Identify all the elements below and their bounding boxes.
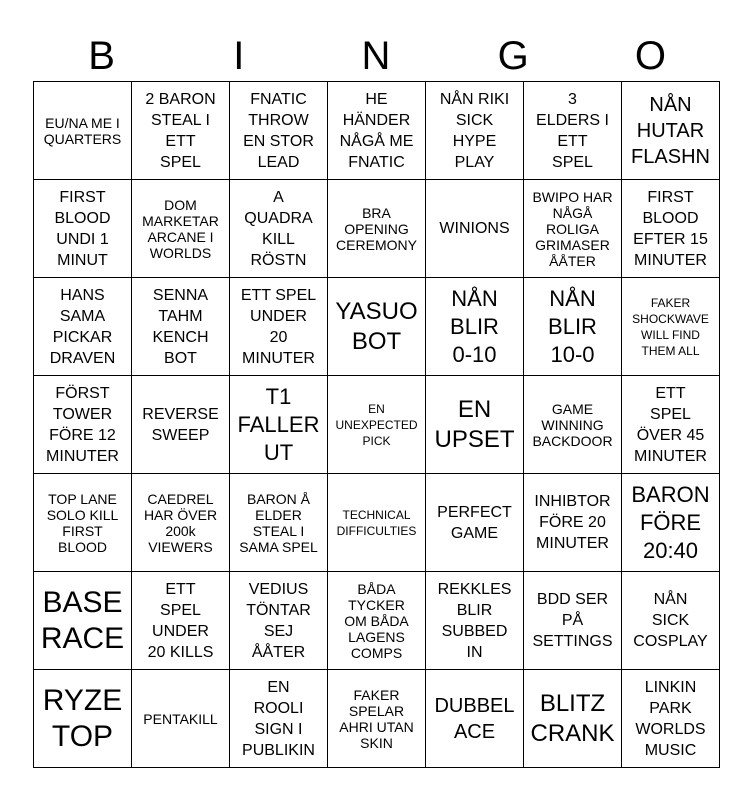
title-letter-o: O <box>634 34 666 78</box>
bingo-cell[interactable] <box>524 376 622 474</box>
bingo-cell-text: ETT SPEL ÖVER 45 MINUTER <box>634 384 707 465</box>
title-letter-i: I <box>233 34 245 78</box>
bingo-cell-text: BDD SER PÅ SETTINGS <box>532 591 613 650</box>
bingo-cell[interactable] <box>132 180 230 278</box>
bingo-cell-text: ETT SPEL UNDER 20 MINUTER <box>240 286 317 367</box>
bingo-cell[interactable] <box>132 278 230 376</box>
bingo-cell-text: REKKLES BLIR SUBBED IN <box>437 580 512 661</box>
bingo-cell-text: GAME WINNING BACKDOOR <box>532 400 613 449</box>
bingo-cell[interactable] <box>622 278 720 376</box>
bingo-cell[interactable] <box>426 376 524 474</box>
bingo-cell[interactable] <box>230 82 328 180</box>
bingo-cell-text: BARON FÖRE 20:40 <box>631 481 710 563</box>
bingo-cell-text: VEDIUS TÖNTAR SEJ ÅÅTER <box>246 580 311 661</box>
bingo-cell[interactable] <box>34 82 132 180</box>
bingo-cell[interactable] <box>34 474 132 572</box>
bingo-cell-text: CAEDREL HAR ÖVER 200k VIEWERS <box>143 490 218 555</box>
bingo-cell-text: EN ROOLI SIGN I PUBLIKIN <box>242 678 315 759</box>
bingo-cell[interactable] <box>426 82 524 180</box>
title-letter-b: B <box>88 34 115 78</box>
bingo-cell[interactable] <box>230 572 328 670</box>
bingo-cell[interactable] <box>426 474 524 572</box>
bingo-cell-text: PERFECT GAME <box>437 503 512 542</box>
bingo-cell-text: T1 FALLER UT <box>237 383 320 465</box>
bingo-cell[interactable] <box>328 474 426 572</box>
bingo-cell-text: FIRST BLOOD UNDI 1 MINUT <box>54 188 111 269</box>
bingo-cell[interactable] <box>328 376 426 474</box>
bingo-cell[interactable] <box>328 278 426 376</box>
bingo-cell-text: DOM MARKETAR ARCANE I WORLDS <box>142 196 219 261</box>
bingo-cell-text: BLITZ CRANK <box>530 689 615 747</box>
bingo-cell-text: YASUO BOT <box>335 297 418 355</box>
bingo-cell[interactable] <box>34 278 132 376</box>
bingo-title <box>33 30 719 82</box>
bingo-cell-text: EN UNEXPECTED PICK <box>335 401 418 448</box>
bingo-cell[interactable] <box>34 180 132 278</box>
bingo-cell-text: WINIONS <box>439 220 510 237</box>
title-letter-g: G <box>497 34 529 78</box>
bingo-cell[interactable] <box>132 670 230 768</box>
bingo-cell-text: DUBBEL ACE <box>434 694 515 743</box>
bingo-cell-text: RYZE TOP <box>42 683 123 753</box>
bingo-cell[interactable] <box>132 572 230 670</box>
bingo-cell[interactable] <box>230 278 328 376</box>
bingo-cell[interactable] <box>622 376 720 474</box>
bingo-cell[interactable] <box>328 670 426 768</box>
bingo-cell[interactable] <box>132 376 230 474</box>
bingo-cell[interactable] <box>622 474 720 572</box>
bingo-cell-text: BASE RACE <box>40 585 125 655</box>
bingo-cell-text: TOP LANE SOLO KILL FIRST BLOOD <box>46 490 119 555</box>
bingo-cell[interactable] <box>426 572 524 670</box>
bingo-cell[interactable] <box>132 474 230 572</box>
bingo-cell[interactable] <box>524 180 622 278</box>
bingo-cell-text: BWIPO HAR NÅGÅ ROLIGA GRIMASER ÅÅTER <box>532 188 613 269</box>
bingo-cell-text: HANS SAMA PICKAR DRAVEN <box>49 286 116 367</box>
bingo-cell-text: PENTAKILL <box>143 710 218 727</box>
bingo-cell[interactable] <box>524 278 622 376</box>
title-letter-n: N <box>361 34 391 78</box>
bingo-cell[interactable] <box>426 180 524 278</box>
bingo-cell-text: NÅN RIKI SICK HYPE PLAY <box>439 90 510 171</box>
bingo-cell[interactable] <box>230 474 328 572</box>
bingo-cell[interactable] <box>622 82 720 180</box>
bingo-cell-text: SENNA TAHM KENCH BOT <box>152 286 209 367</box>
bingo-cell-text: FIRST BLOOD EFTER 15 MINUTER <box>633 188 708 269</box>
bingo-cell-text: 3 ELDERS I ETT SPEL <box>536 90 609 171</box>
bingo-cell[interactable] <box>622 180 720 278</box>
bingo-cell-text: ETT SPEL UNDER 20 KILLS <box>147 580 214 661</box>
bingo-cell[interactable] <box>34 670 132 768</box>
bingo-cell[interactable] <box>230 376 328 474</box>
bingo-cell-text: BÅDA TYCKER OM BÅDA LAGENS COMPS <box>344 580 409 661</box>
bingo-cell[interactable] <box>524 82 622 180</box>
bingo-cell-text: INHIBTOR FÖRE 20 MINUTER <box>534 493 611 552</box>
bingo-cell[interactable] <box>524 572 622 670</box>
bingo-cell-text: A QUADRA KILL RÖSTN <box>244 188 313 269</box>
bingo-cell-text: FAKER SPELAR AHRI UTAN SKIN <box>339 686 414 751</box>
bingo-cell[interactable] <box>622 670 720 768</box>
bingo-cell[interactable] <box>426 278 524 376</box>
bingo-cell[interactable] <box>132 82 230 180</box>
bingo-cell[interactable] <box>230 180 328 278</box>
bingo-cell[interactable] <box>34 376 132 474</box>
bingo-cell-text: NÅN SICK COSPLAY <box>633 591 708 650</box>
bingo-cell-text: EN UPSET <box>434 395 515 453</box>
bingo-cell-text: NÅN BLIR 0-10 <box>450 285 499 367</box>
bingo-cell[interactable] <box>230 670 328 768</box>
bingo-cell[interactable] <box>524 670 622 768</box>
bingo-cell[interactable] <box>34 572 132 670</box>
bingo-cell[interactable] <box>524 474 622 572</box>
bingo-cell-text: BRA OPENING CEREMONY <box>336 204 417 253</box>
bingo-cell-text: LINKIN PARK WORLDS MUSIC <box>635 678 706 759</box>
bingo-cell-text: HE HÄNDER NÅGÅ ME FNATIC <box>339 90 414 171</box>
bingo-cell-text: NÅN HUTAR FLASHN <box>631 93 710 168</box>
bingo-cell-text: FNATIC THROW EN STOR LEAD <box>243 90 314 171</box>
bingo-cell[interactable] <box>328 180 426 278</box>
bingo-cell-text: EU/NA ME I QUARTERS <box>43 114 122 147</box>
bingo-cell[interactable] <box>328 572 426 670</box>
bingo-board <box>33 81 720 768</box>
bingo-cell-text: FÖRST TOWER FÖRE 12 MINUTER <box>46 384 119 465</box>
bingo-cell[interactable] <box>328 82 426 180</box>
bingo-cell-text: TECHNICAL DIFFICULTIES <box>336 507 417 538</box>
bingo-cell-text: 2 BARON STEAL I ETT SPEL <box>145 90 216 171</box>
bingo-cell-text: BARON Å ELDER STEAL I SAMA SPEL <box>239 490 318 555</box>
bingo-cell-text: FAKER SHOCKWAVE WILL FIND THEM ALL <box>632 295 709 358</box>
bingo-cell-text: NÅN BLIR 10-0 <box>548 285 597 367</box>
bingo-cell[interactable] <box>622 572 720 670</box>
bingo-cell[interactable] <box>426 670 524 768</box>
bingo-cell-text: REVERSE SWEEP <box>142 405 219 444</box>
